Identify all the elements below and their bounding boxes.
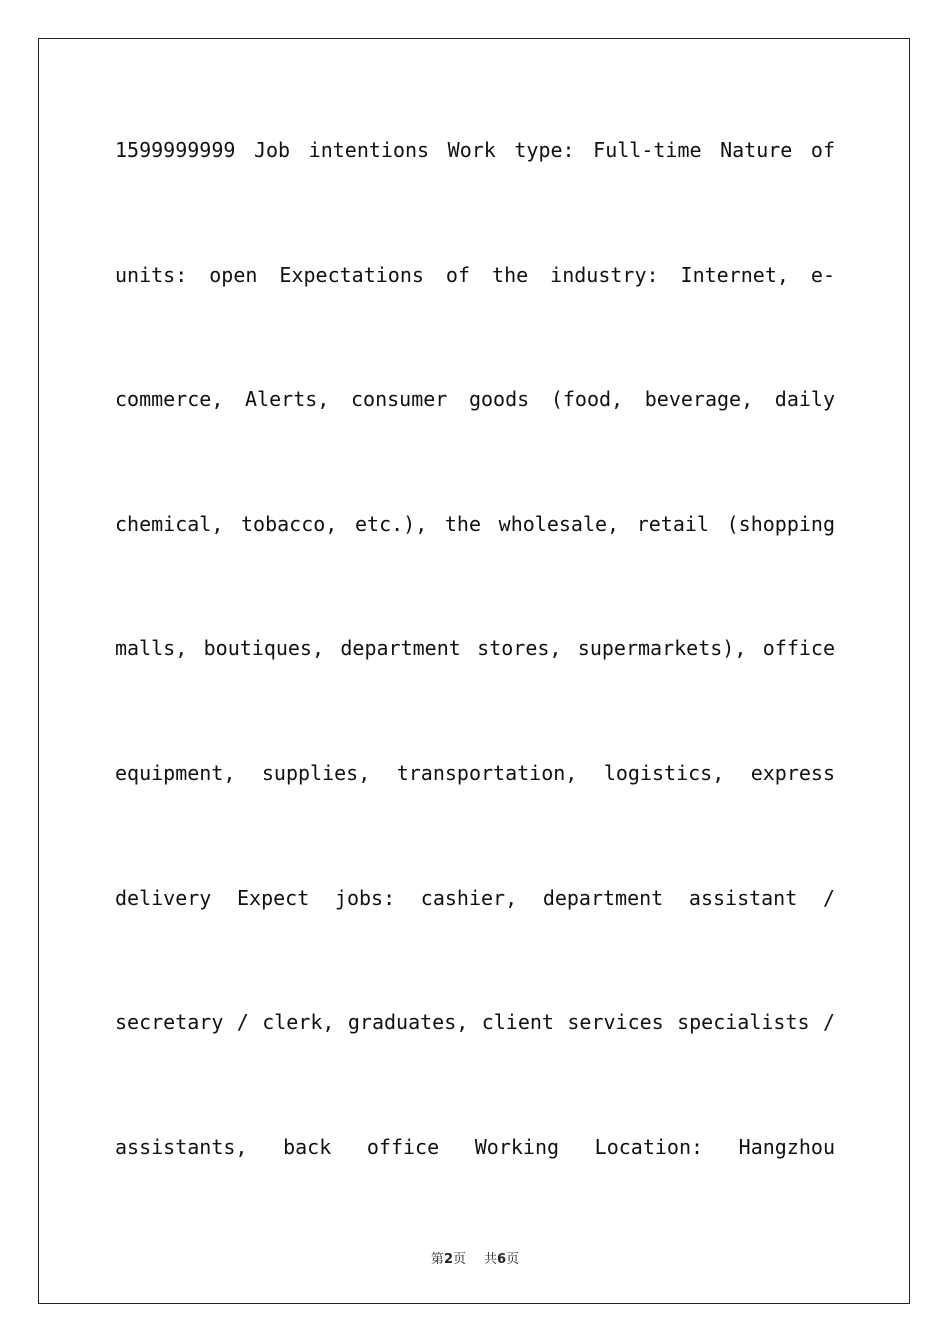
footer-prefix: 第: [430, 1252, 444, 1267]
text-line: equipment, supplies, transportation, logistics, express: [115, 760, 835, 785]
total-pages-number: 6: [497, 1252, 507, 1267]
page-footer: [0, 1248, 950, 1267]
footer-total-prefix: 共: [484, 1252, 498, 1267]
text-line: assistants, back office Working Location: Hangzhou: [115, 1134, 835, 1159]
text-line: 1599999999 Job intentions Work type: Full-time Nature of: [115, 138, 835, 162]
footer-total-suffix: 页: [506, 1252, 520, 1267]
current-page-number: 2: [443, 1252, 453, 1267]
text-line: commerce, Alerts, consumer goods (food, beverage, daily: [115, 387, 835, 412]
text-line: secretary / clerk, graduates, client services specialists /: [115, 1010, 835, 1035]
text-line: units: open Expectations of the industry: Internet, e-: [115, 262, 835, 287]
text-line: delivery Expect jobs: cashier, department assistant /: [115, 885, 835, 910]
text-line: malls, boutiques, department stores, supermarkets), office: [115, 636, 835, 661]
footer-page-word: 页: [452, 1252, 466, 1267]
text-line: chemical, tobacco, etc.), the wholesale, retail (shopping: [115, 511, 835, 536]
document-body: [115, 114, 835, 1235]
